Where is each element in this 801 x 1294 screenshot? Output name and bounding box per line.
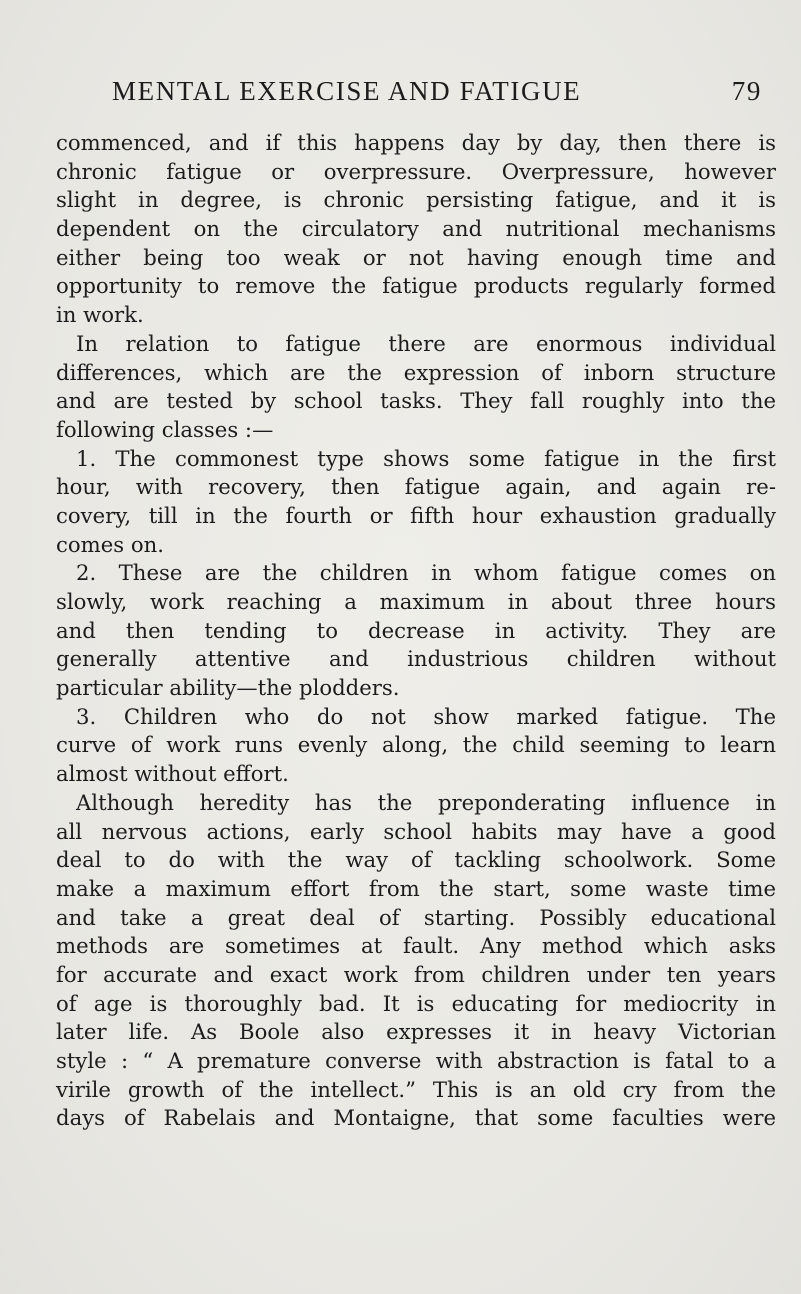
- text-line: of age is thoroughly bad. It is educating for mediocrity in: [56, 990, 776, 1016]
- page-number: 79: [731, 76, 762, 106]
- text-line: particular ability—the plodders.: [56, 675, 400, 701]
- text-line: following classes :—: [56, 416, 274, 442]
- text-line: in work.: [56, 302, 144, 328]
- text-line: generally attentive and industrious children without: [56, 646, 776, 672]
- text-line: opportunity to remove the fatigue products regularly formed: [56, 273, 776, 299]
- text-line: dependent on the circulatory and nutritional mechanisms: [56, 216, 776, 242]
- text-line: and are tested by school tasks. They fall roughly into the: [56, 388, 776, 414]
- text-line: virile growth of the intellect.” This is an old cry from the: [56, 1076, 776, 1102]
- text-line: chronic fatigue or overpressure. Overpressure, however: [56, 158, 776, 184]
- text-line: slight in degree, is chronic persisting fatigue, and it is: [56, 187, 776, 213]
- text-line: make a maximum effort from the start, some waste time: [56, 875, 776, 901]
- body-text: [56, 129, 776, 1133]
- text-line: almost without effort.: [56, 761, 289, 787]
- text-line: slowly, work reaching a maximum in about three hours: [56, 589, 776, 614]
- text-line: 2. These are the children in whom fatigue comes on: [76, 560, 776, 586]
- text-line: 3. Children who do not show marked fatigue. The: [76, 703, 776, 729]
- text-line: Although heredity has the preponderating influence in: [76, 789, 776, 815]
- text-line: and take a great deal of starting. Possibly educational: [56, 904, 776, 930]
- text-line: methods are sometimes at fault. Any method which asks: [56, 933, 776, 959]
- text-line: differences, which are the expression of inborn structure: [56, 359, 776, 385]
- text-line: commenced, and if this happens day by day, then there is: [56, 130, 776, 155]
- text-line: either being too weak or not having enough time and: [56, 244, 776, 270]
- text-line: hour, with recovery, then fatigue again, and again re-: [56, 474, 776, 500]
- text-line: style : “ A premature converse with abstraction is fatal to a: [56, 1048, 776, 1073]
- text-line: deal to do with the way of tackling schoolwork. Some: [56, 847, 776, 873]
- running-head-title: MENTAL EXERCISE AND FATIGUE: [112, 76, 582, 106]
- text-line: In relation to fatigue there are enormous individual: [76, 330, 776, 356]
- text-line: later life. As Boole also expresses it in heavy Victorian: [56, 1019, 776, 1045]
- text-line: 1. The commonest type shows some fatigue in the first: [76, 445, 776, 471]
- text-line: days of Rabelais and Montaigne, that some faculties were: [56, 1105, 776, 1131]
- text-line: curve of work runs evenly along, the child seeming to learn: [56, 732, 776, 758]
- text-line: comes on.: [56, 531, 164, 557]
- text-line: covery, till in the fourth or fifth hour exhaustion gradually: [56, 502, 776, 528]
- text-line: and then tending to decrease in activity. They are: [56, 617, 776, 643]
- running-head: [112, 74, 762, 108]
- text-line: for accurate and exact work from children under ten years: [56, 961, 776, 987]
- text-line: all nervous actions, early school habits may have a good: [56, 818, 776, 844]
